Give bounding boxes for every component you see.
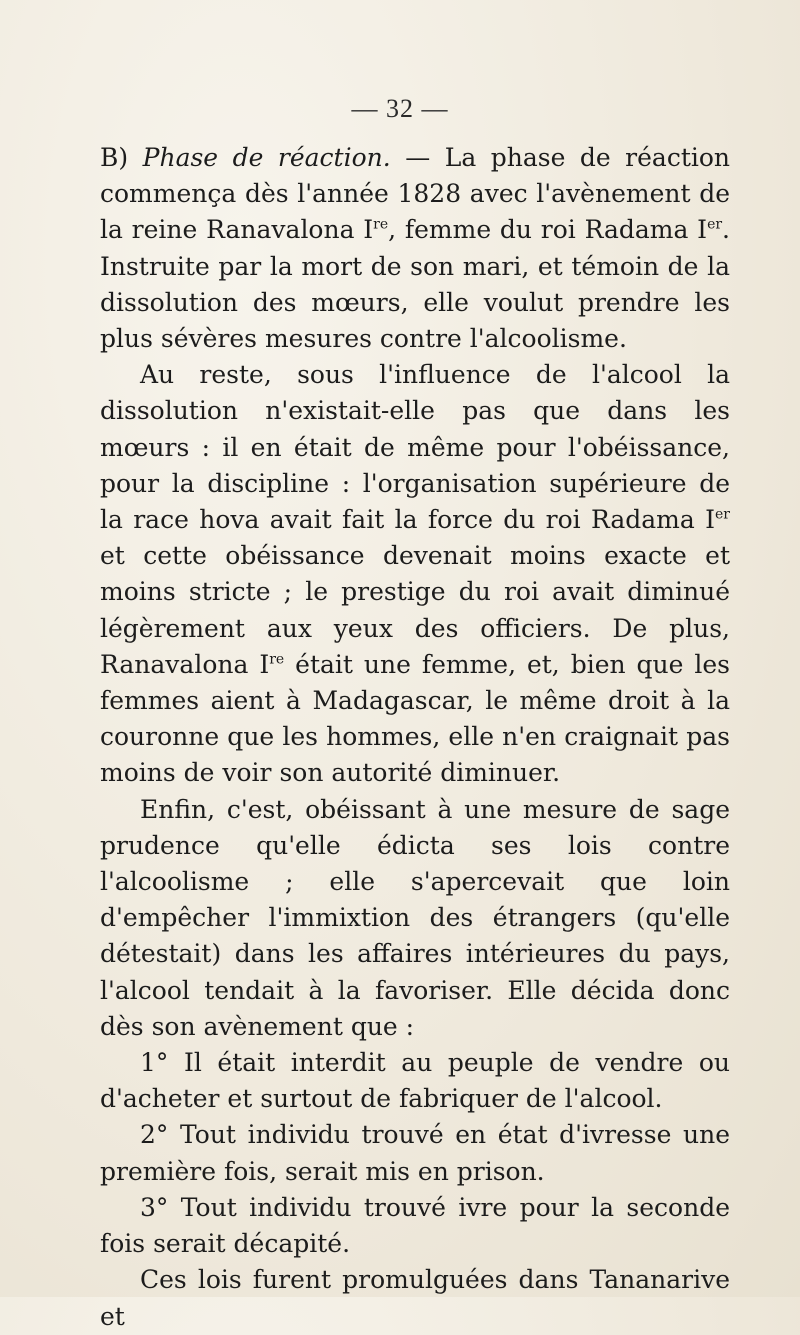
- paragraph-text: [100, 1265, 730, 1330]
- paragraph: [100, 792, 730, 1045]
- paragraph: [100, 1045, 730, 1117]
- text-run: Enfin, c'est, obéissant à une mesure de sage prudence qu'elle édicta ses lois contre l'alcoolisme ; elle s'apercevait que loin d'empêcher l'immixtion des étrangers (qu'elle détestait) dans les affaires intérieures du pays, l'alcool tendait à la favoriser. Elle décida donc dès son avènement que :: [100, 794, 730, 1041]
- paragraph: [100, 1117, 730, 1189]
- text-run: La phase de réaction commença dès l'année 1828 avec l'avènement de la reine Ranavalona I: [100, 143, 731, 245]
- ordinal-superscript: er: [715, 506, 730, 523]
- paragraph-text: [100, 360, 730, 787]
- paragraph-text: [100, 1120, 730, 1185]
- section-label: B): [100, 143, 129, 172]
- text-run: Ces lois furent promulguées dans Tananarive et: [100, 1265, 730, 1331]
- paragraph-text: [100, 143, 730, 353]
- paragraph-text: [100, 1048, 730, 1113]
- page-number: — 32 —: [351, 94, 449, 123]
- text-run: et cette obéissance devenait moins exacte et moins stricte ; le prestige du roi avait diminué légèrement aux yeux des officiers. De plus, Ranavalona I: [100, 541, 730, 679]
- paragraph: [100, 357, 730, 791]
- section-title: Phase de réaction.: [142, 143, 391, 172]
- paragraph: [100, 1190, 730, 1262]
- section-dash: —: [405, 143, 431, 172]
- paragraph: [100, 1262, 730, 1334]
- paragraph-text: [100, 1193, 730, 1258]
- ordinal-superscript: re: [373, 217, 389, 234]
- body-text: [100, 140, 730, 1335]
- text-run: , femme du roi Radama I: [388, 215, 708, 245]
- paragraph-text: [100, 795, 730, 1041]
- text-run: 2° Tout individu trouvé en état d'ivresse une première fois, serait mis en prison.: [100, 1120, 730, 1186]
- paragraph: [100, 140, 730, 357]
- text-run: 3° Tout individu trouvé ivre pour la seconde fois serait décapité.: [100, 1192, 730, 1259]
- text-run: était une femme, et, bien que les femmes aient à Madagascar, le même droit à la couronne que les hommes, elle n'en craignait pas moins de voir son autorité diminuer.: [100, 649, 730, 788]
- text-run: 1° Il était interdit au peuple de vendre ou d'acheter et surtout de fabriquer de l'alcool.: [100, 1048, 730, 1114]
- ordinal-superscript: er: [707, 217, 723, 234]
- text-run: . Instruite par la mort de son mari, et témoin de la dissolution des mœurs, elle voulut prendre les plus sévères mesures contre l'alcoolisme.: [100, 215, 730, 354]
- ordinal-superscript: re: [269, 651, 285, 668]
- text-run: Au reste, sous l'influence de l'alcool la dissolution n'existait-elle pas que dans les mœurs : il en était de même pour l'obéissance, pour la discipline : l'organisation supérieure de la race hova avait fait la force du roi Radama I: [100, 360, 730, 535]
